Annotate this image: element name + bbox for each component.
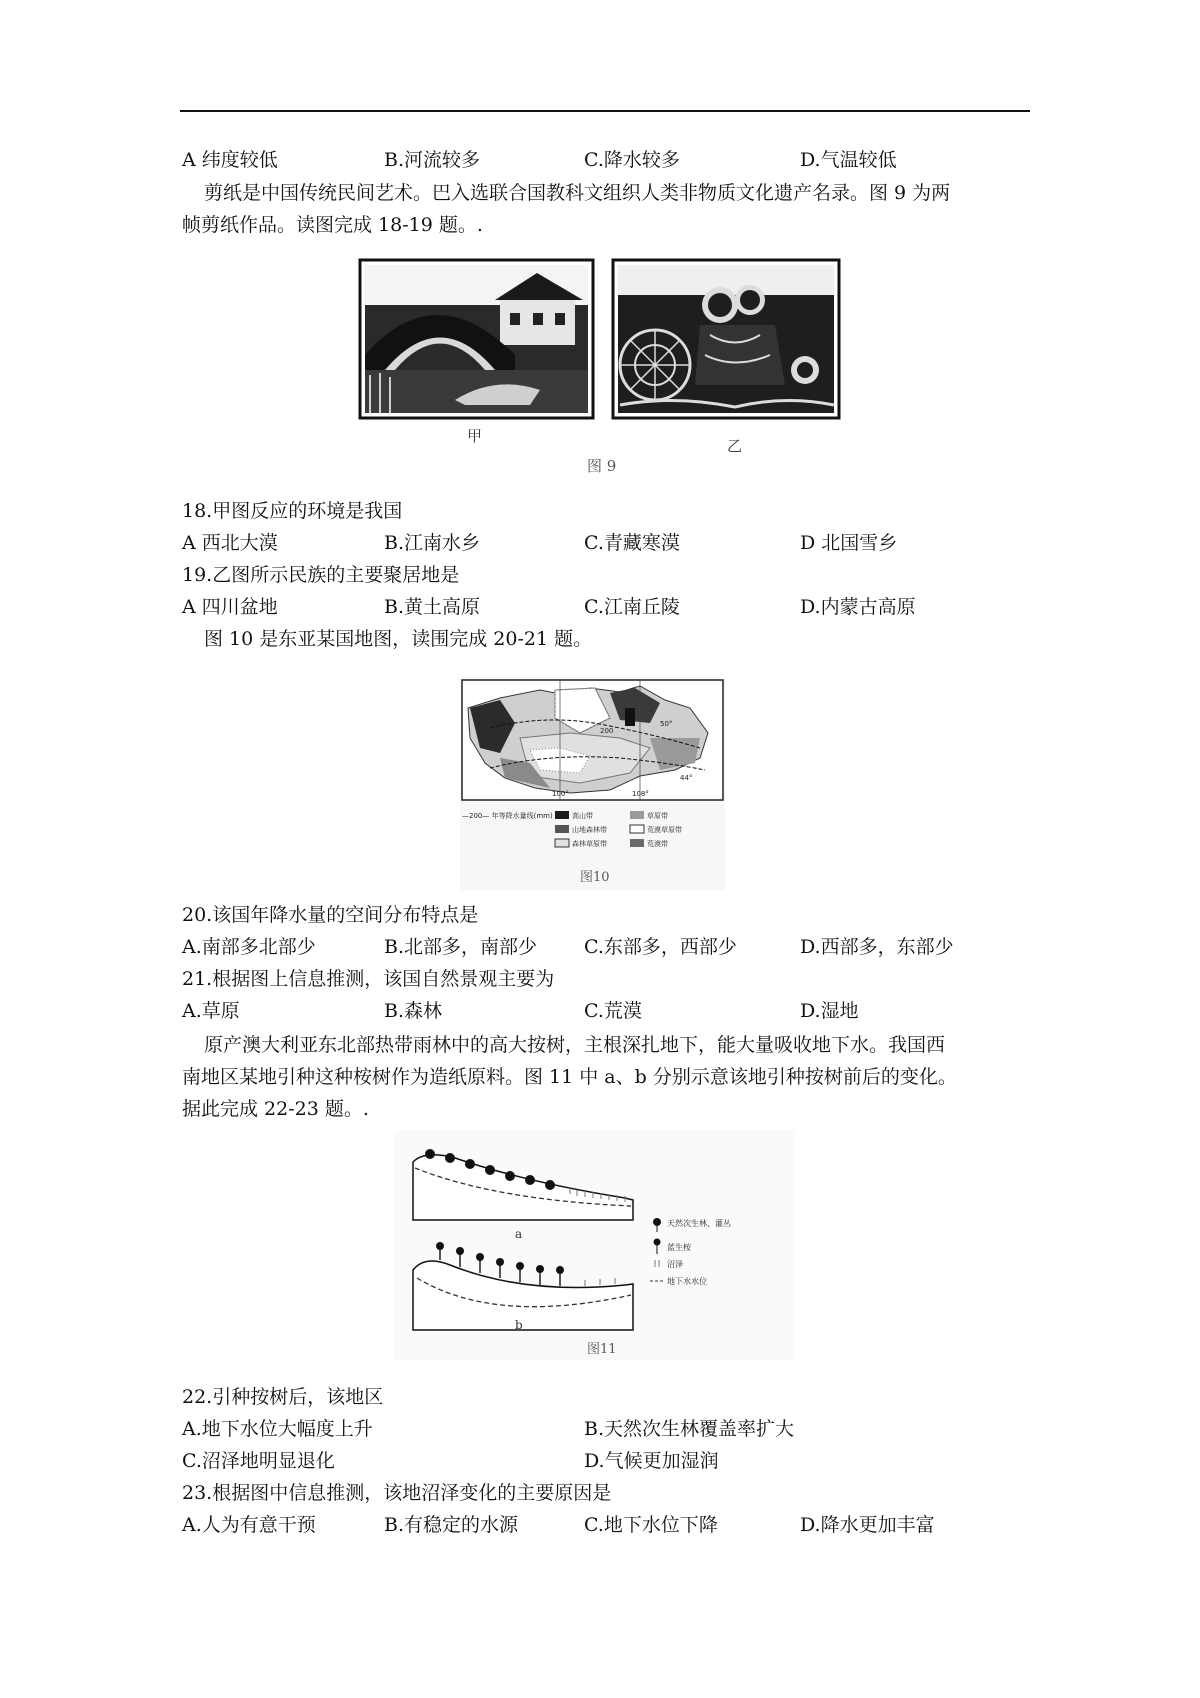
figure-11-caption: 图11 (587, 1342, 617, 1357)
q19-option-d[interactable]: D.内蒙古高原 (800, 596, 916, 618)
q21-option-d[interactable]: D.湿地 (800, 1000, 859, 1022)
q21-option-a[interactable]: A.草原 (182, 1000, 240, 1022)
legend-swatch-desert-steppe (630, 825, 644, 833)
q18-option-a[interactable]: A 西北大漠 (182, 532, 278, 554)
q18-option-b[interactable]: B.江南水乡 (384, 532, 481, 554)
legend-desert-steppe: 荒漠草原带 (647, 826, 682, 834)
legend-swatch-alpine (555, 811, 569, 819)
q20-option-a[interactable]: A.南部多北部少 (182, 936, 316, 958)
map-label-lat-50: 50° (660, 720, 673, 728)
q17-option-a[interactable]: A 纬度较低 (182, 149, 278, 171)
intro-22-23-line1: 原产澳大利亚东北部热带雨林中的高大按树，主根深扎地下，能大量吸收地下水。我国西 (204, 1034, 946, 1056)
q22-stem: 22.引种按树后，该地区 (182, 1386, 384, 1408)
q22-option-c[interactable]: C.沼泽地明显退化 (182, 1450, 335, 1472)
q17-option-c[interactable]: C.降水较多 (584, 149, 680, 171)
papercut-bridge-image (360, 260, 593, 418)
intro-22-23-line2: 南地区某地引种这种桉树作为造纸原料。图 11 中 a、b 分别示意该地引种按树前后的变化。 (182, 1066, 957, 1088)
q22-option-d[interactable]: D.气候更加湿润 (584, 1450, 719, 1472)
legend-swatch-desert (630, 839, 644, 847)
legend-eucalyptus-symbol (654, 1239, 661, 1246)
figure-10 (460, 678, 725, 890)
map-label-lon-100: 100° (552, 790, 569, 798)
figure-9-label-b: 乙 (727, 437, 743, 455)
q23-stem: 23.根据图中信息推测，该地沼泽变化的主要原因是 (182, 1482, 612, 1504)
figure-9-caption: 图 9 (587, 457, 617, 475)
map-label-100: 100 (492, 720, 506, 728)
q18-stem: 18.甲图反应的环境是我国 (182, 500, 403, 522)
figure-9-label-a: 甲 (467, 427, 483, 445)
intro-18-19-line1: 剪纸是中国传统民间艺术。巴入选联合国教科文组织人类非物质文化遗产名录。图 9 为两 (204, 182, 951, 204)
q19-option-b[interactable]: B.黄土高原 (384, 596, 481, 618)
legend-steppe: 草原带 (647, 812, 668, 820)
q17-option-d[interactable]: D.气温较低 (800, 149, 897, 171)
q22-option-b[interactable]: B.天然次生林覆盖率扩大 (584, 1418, 795, 1440)
legend-water-table-label: 地下水水位 (667, 1277, 707, 1286)
map-label-lon-108: 108° (632, 790, 649, 798)
q23-option-a[interactable]: A.人为有意干预 (182, 1514, 316, 1536)
legend-forest-steppe: 森林草原带 (572, 840, 607, 848)
figure-10-map (460, 678, 725, 890)
figure-11-label-b: b (515, 1318, 523, 1332)
legend-desert: 荒漠带 (647, 840, 668, 848)
q23-option-b[interactable]: B.有稳定的水源 (384, 1514, 519, 1536)
legend-eucalyptus-label: 蓝生桉 (667, 1243, 691, 1252)
legend-forest-label: 天然次生林、灌丛 (667, 1219, 731, 1228)
q21-option-b[interactable]: B.森林 (384, 1000, 443, 1022)
q19-option-a[interactable]: A 四川盆地 (182, 596, 278, 618)
q21-stem: 21.根据图上信息推测，该国自然景观主要为 (182, 968, 555, 990)
q20-option-b[interactable]: B.北部多，南部少 (384, 936, 538, 958)
legend-alpine: 高山带 (572, 812, 593, 820)
q18-option-c[interactable]: C.青藏寒漠 (584, 532, 680, 554)
intro-22-23-line3: 据此完成 22-23 题。. (182, 1098, 369, 1120)
q19-option-c[interactable]: C.江南丘陵 (584, 596, 680, 618)
papercut-people-image (613, 260, 839, 418)
figure-11-diagram (395, 1130, 795, 1360)
map-label-lat-44: 44° (680, 774, 693, 782)
q23-option-c[interactable]: C.地下水位下降 (584, 1514, 718, 1536)
intro-18-19-line2: 帧剪纸作品。读图完成 18-19 题。. (182, 214, 483, 236)
legend-forest-symbol (653, 1218, 661, 1226)
q18-option-d[interactable]: D 北国雪乡 (800, 532, 898, 554)
figure-9-graphic (355, 255, 845, 480)
q20-option-c[interactable]: C.东部多，西部少 (584, 936, 737, 958)
intro-20-21-line1: 图 10 是东亚某国地图，读围完成 20-21 题。 (204, 628, 593, 650)
legend-marsh-label: 沼泽 (667, 1260, 683, 1269)
q19-stem: 19.乙图所示民族的主要聚居地是 (182, 564, 460, 586)
q20-option-d[interactable]: D.西部多，东部少 (800, 936, 954, 958)
figure-9 (355, 255, 845, 480)
legend-swatch-forest-steppe (555, 839, 569, 847)
figure-11 (395, 1130, 795, 1360)
legend-forest: 山地森林带 (572, 826, 607, 834)
figure-11-label-a: a (515, 1227, 523, 1241)
q23-option-d[interactable]: D.降水更加丰富 (800, 1514, 935, 1536)
legend-swatch-steppe (630, 811, 644, 819)
q21-option-c[interactable]: C.荒漠 (584, 1000, 642, 1022)
legend-swatch-forest (555, 825, 569, 833)
map-label-200: 200 (600, 727, 614, 735)
legend-isoline: —200— 年等降水量线(mm) (462, 812, 553, 820)
q20-stem: 20.该国年降水量的空间分布特点是 (182, 904, 479, 926)
header-rule (180, 110, 1030, 112)
q22-option-a[interactable]: A.地下水位大幅度上升 (182, 1418, 373, 1440)
figure-10-caption: 图10 (580, 870, 610, 885)
q17-option-b[interactable]: B.河流较多 (384, 149, 481, 171)
